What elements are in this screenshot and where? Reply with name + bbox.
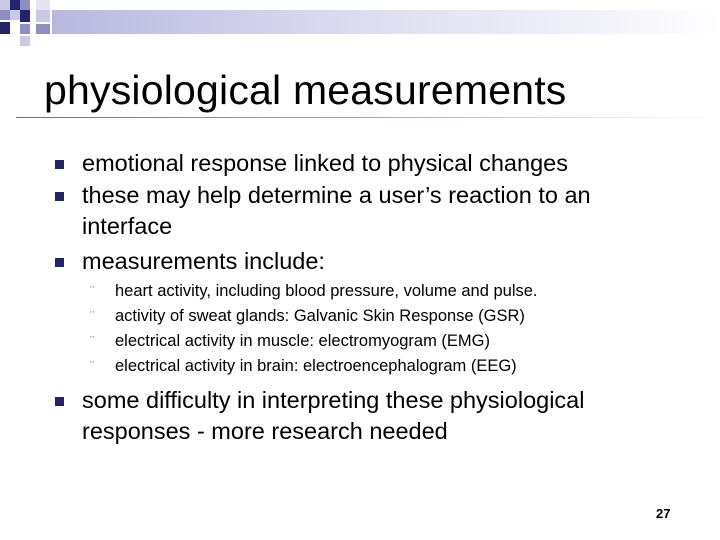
decor-square [20, 36, 30, 46]
decor-square [10, 0, 20, 10]
sub-bullet-item [90, 303, 675, 329]
decor-square [36, 0, 50, 10]
sub-bullet-item [90, 353, 675, 379]
square-bullet-icon [55, 258, 64, 267]
decor-square [36, 10, 50, 22]
checkbox-bullet-icon: ¨ [90, 333, 95, 349]
header-band [52, 10, 720, 34]
bullet-item [82, 246, 642, 277]
checkbox-bullet-icon: ¨ [90, 358, 95, 374]
slide-title: physiological measurements [44, 67, 567, 113]
sub-bullet-text: heart activity, including blood pressure, volume and pulse. [115, 282, 538, 300]
decor-square [0, 0, 10, 10]
sub-bullet-item [90, 328, 675, 354]
page-number: 27 [656, 506, 671, 521]
checkbox-bullet-icon: ¨ [90, 283, 95, 299]
square-bullet-icon [55, 192, 64, 201]
bullet-item [82, 180, 642, 242]
bullet-text: some difficulty in interpreting these physiological responses - more research needed [82, 387, 585, 444]
bullet-item [82, 148, 642, 179]
sub-bullet-text: electrical activity in brain: electroencephalogram (EEG) [115, 357, 517, 375]
bullet-text: emotional response linked to physical changes [82, 150, 568, 176]
sub-bullet-text: activity of sweat glands: Galvanic Skin Response (GSR) [115, 307, 525, 325]
bullet-text: measurements include: [82, 248, 325, 274]
decor-square [0, 10, 10, 20]
decor-square [10, 10, 20, 20]
decor-square [36, 24, 50, 34]
sub-bullet-text: electrical activity in muscle: electromyogram (EMG) [115, 332, 491, 350]
decor-square [20, 10, 30, 22]
decor-square [0, 22, 10, 34]
sub-bullet-item [90, 278, 675, 304]
square-bullet-icon [55, 160, 64, 169]
bullet-text: these may help determine a user’s reaction to an interface [82, 182, 591, 239]
bullet-item [82, 385, 642, 447]
title-rule [16, 117, 720, 118]
decor-square [20, 0, 30, 10]
checkbox-bullet-icon: ¨ [90, 308, 95, 324]
decor-square [20, 24, 30, 34]
square-bullet-icon [55, 397, 64, 406]
